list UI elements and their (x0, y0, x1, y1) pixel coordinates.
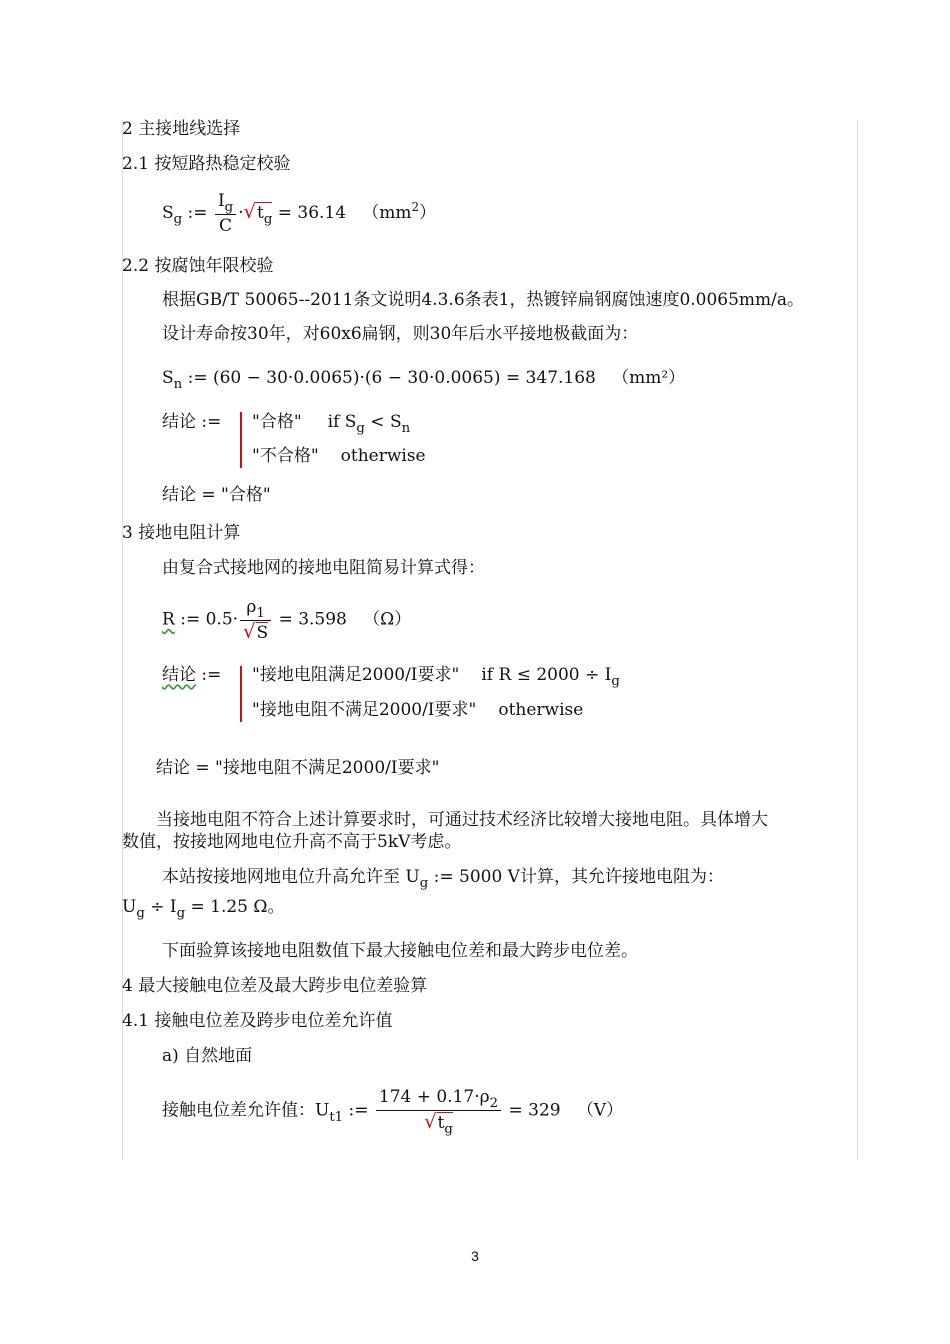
conclusion-2-case-2[interactable]: "接地电阻不满足2000/I要求" otherwise (252, 700, 584, 720)
section-4-title: 4 最大接触电位差及最大跨步电位差验算 (122, 976, 428, 996)
conclusion-2-label: 结论 := (162, 665, 222, 685)
fraction-rho-over-root-s: $\frac{\rho_1}{√S}$ (240, 596, 271, 644)
conclusion-1-result: 结论 = "合格" (162, 485, 271, 505)
section-4-1-title: 4.1 接触电位差及跨步电位差允许值 (122, 1011, 393, 1031)
station-paragraph: 本站按接地网地电位升高允许至 $U_g$ := 5000 V计算，其允许接地电阻为： (162, 867, 724, 892)
formula-ratio[interactable]: $U_g \div I_g = 1.25$ Ω。 (122, 897, 285, 922)
conclusion-1-case-1[interactable]: "合格" if $S_g < S_n$ (252, 412, 411, 437)
fraction-ig-over-c: $\frac{I_g}{C}$ (215, 190, 236, 237)
conclusion-1-case-2[interactable]: "不合格" otherwise (252, 446, 426, 466)
section-2-2-title: 2.2 按腐蚀年限校验 (122, 256, 274, 276)
page-number: 3 (471, 1248, 479, 1264)
conclusion-2-result: 结论 = "接地电阻不满足2000/I要求" (156, 758, 440, 778)
item-a-natural-ground: a) 自然地面 (162, 1046, 253, 1066)
section-2-1-title: 2.1 按短路热稳定校验 (122, 154, 291, 174)
radical-icon: √ (243, 620, 256, 643)
section-2-title: 2 主接地线选择 (122, 119, 241, 139)
conclusion-1-label: 结论 := (162, 412, 222, 432)
verify-paragraph: 下面验算该接地电阻数值下最大接触电位差和最大跨步电位差。 (162, 941, 638, 961)
increase-paragraph-line-2: 数值，按接地网地电位升高不高于5kV考虑。 (122, 832, 462, 852)
section-3-title: 3 接地电阻计算 (122, 523, 241, 543)
fraction-ut1: $\frac{174 + 0.17\cdot\rho_2}{√t_g}$ (376, 1086, 501, 1136)
standard-paragraph: 根据GB/T 50065--2011条文说明4.3.6条表1，热镀锌扁钢腐蚀速度0.0065mm/a。 (162, 290, 805, 310)
piecewise-bracket-2 (240, 666, 242, 722)
formula-ut1[interactable]: 接触电位差允许值：$U_{t1}$ := $\frac{174 + 0.17\cdot\rho_2}{√t_g}$ = 329 （V） (162, 1087, 624, 1138)
formula-r[interactable]: R := 0.5· $\frac{\rho_1}{√S}$ = 3.598 （Ω） (162, 597, 412, 643)
formula-sg[interactable]: $S_g$ := $\frac{I_g}{C}$ $\cdot√t_g = 36.14$ $(mm^2)$ (162, 191, 437, 236)
formula-sn[interactable]: $S_n$ := (60 − 30·0.0065)·(6 − 30·0.0065) = 347.168 （mm²） (162, 368, 686, 393)
piecewise-bracket-1 (240, 412, 242, 468)
simple-formula-paragraph: 由复合式接地网的接地电阻简易计算式得： (162, 558, 485, 578)
conclusion-2-case-1[interactable]: "接地电阻满足2000/I要求" if $R \le 2000 \div I_g$ (252, 665, 620, 690)
radical-icon: √ (243, 200, 256, 223)
radical-icon: √ (424, 1110, 437, 1133)
increase-paragraph-line-1: 当接地电阻不符合上述计算要求时，可通过技术经济比较增大接地电阻。具体增大 (156, 810, 768, 830)
design-life-paragraph: 设计寿命按30年，对60x6扁钢，则30年后水平接地极截面为： (162, 324, 639, 344)
